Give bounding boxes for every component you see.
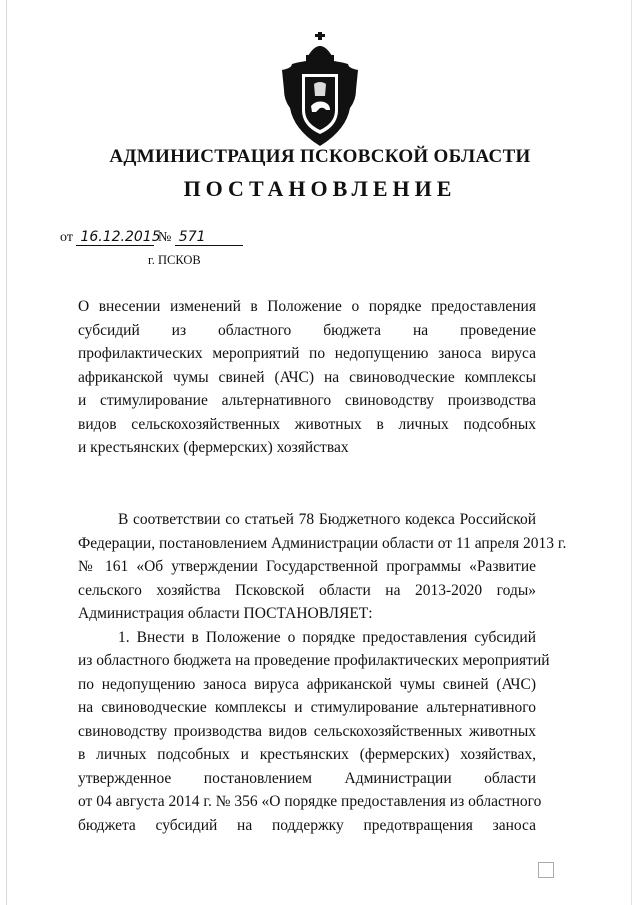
pskov-coat-of-arms-icon <box>278 30 362 148</box>
subject-line: и крестьянских (фермерских) хозяйствах <box>78 439 349 456</box>
document-type-title: ПОСТАНОВЛЕНИЕ <box>183 176 457 201</box>
subject-line: видов сельскохозяйственных животных в личных подсобных <box>78 415 536 433</box>
body-line: от 04 августа 2014 г. № 356 «О порядке предоставления из областного <box>78 793 542 810</box>
body-line: бюджета субсидий на поддержку предотвращения заноса <box>78 816 536 834</box>
organization-title: АДМИНИСТРАЦИЯ ПСКОВСКОЙ ОБЛАСТИ <box>109 146 531 167</box>
document-subject <box>78 295 536 460</box>
body-line: Федерации, постановлением Администрации области от 11 апреля 2013 г. <box>78 534 567 552</box>
body-line: В соответствии со статьей 78 Бюджетного кодекса Российской <box>118 511 536 528</box>
body-line: сельского хозяйства Псковской области на 2013-2020 годы» <box>78 581 536 599</box>
number-prefix: № <box>157 230 172 245</box>
body-line: по недопущению заноса вируса африканской чумы свиней (АЧС) <box>78 675 536 693</box>
scan-mark <box>538 862 554 878</box>
date-prefix: от <box>60 230 73 245</box>
body-line: из областного бюджета на проведение профилактических мероприятий <box>78 652 550 669</box>
body-line: свиноводству производства видов сельскохозяйственных животных <box>78 722 536 740</box>
body-line: утвержденное постановлением Администрации области <box>78 769 536 787</box>
subject-line: профилактических мероприятий по недопущению заноса вируса <box>78 345 536 362</box>
subject-line: О внесении изменений в Положение о порядке предоставления <box>78 298 536 315</box>
body-line: 1. Внести в Положение о порядке предоставления субсидий <box>118 628 536 646</box>
scan-edge-left <box>6 0 7 905</box>
document-body <box>78 508 567 837</box>
body-line: в личных подсобных и крестьянских (фермерских) хозяйствах, <box>78 746 536 763</box>
subject-line: и стимулирование альтернативного свиноводству производства <box>78 392 536 409</box>
subject-line: африканской чумы свиней (АЧС) на свиноводческие комплексы <box>78 368 536 386</box>
body-line: № 161 «Об утверждении Государственной программы «Развитие <box>78 558 536 575</box>
scan-edge-right <box>631 0 632 905</box>
body-line: на свиноводческие комплексы и стимулирование альтернативного <box>78 699 536 716</box>
city-label: г. ПСКОВ <box>148 253 201 267</box>
subject-line: субсидий из областного бюджета на проведение <box>78 321 536 339</box>
handwritten-number: 571 <box>175 229 243 246</box>
date-number-line <box>60 229 243 246</box>
body-line: Администрация области ПОСТАНОВЛЯЕТ: <box>78 605 373 622</box>
handwritten-date: 16.12.2015 <box>76 229 154 246</box>
